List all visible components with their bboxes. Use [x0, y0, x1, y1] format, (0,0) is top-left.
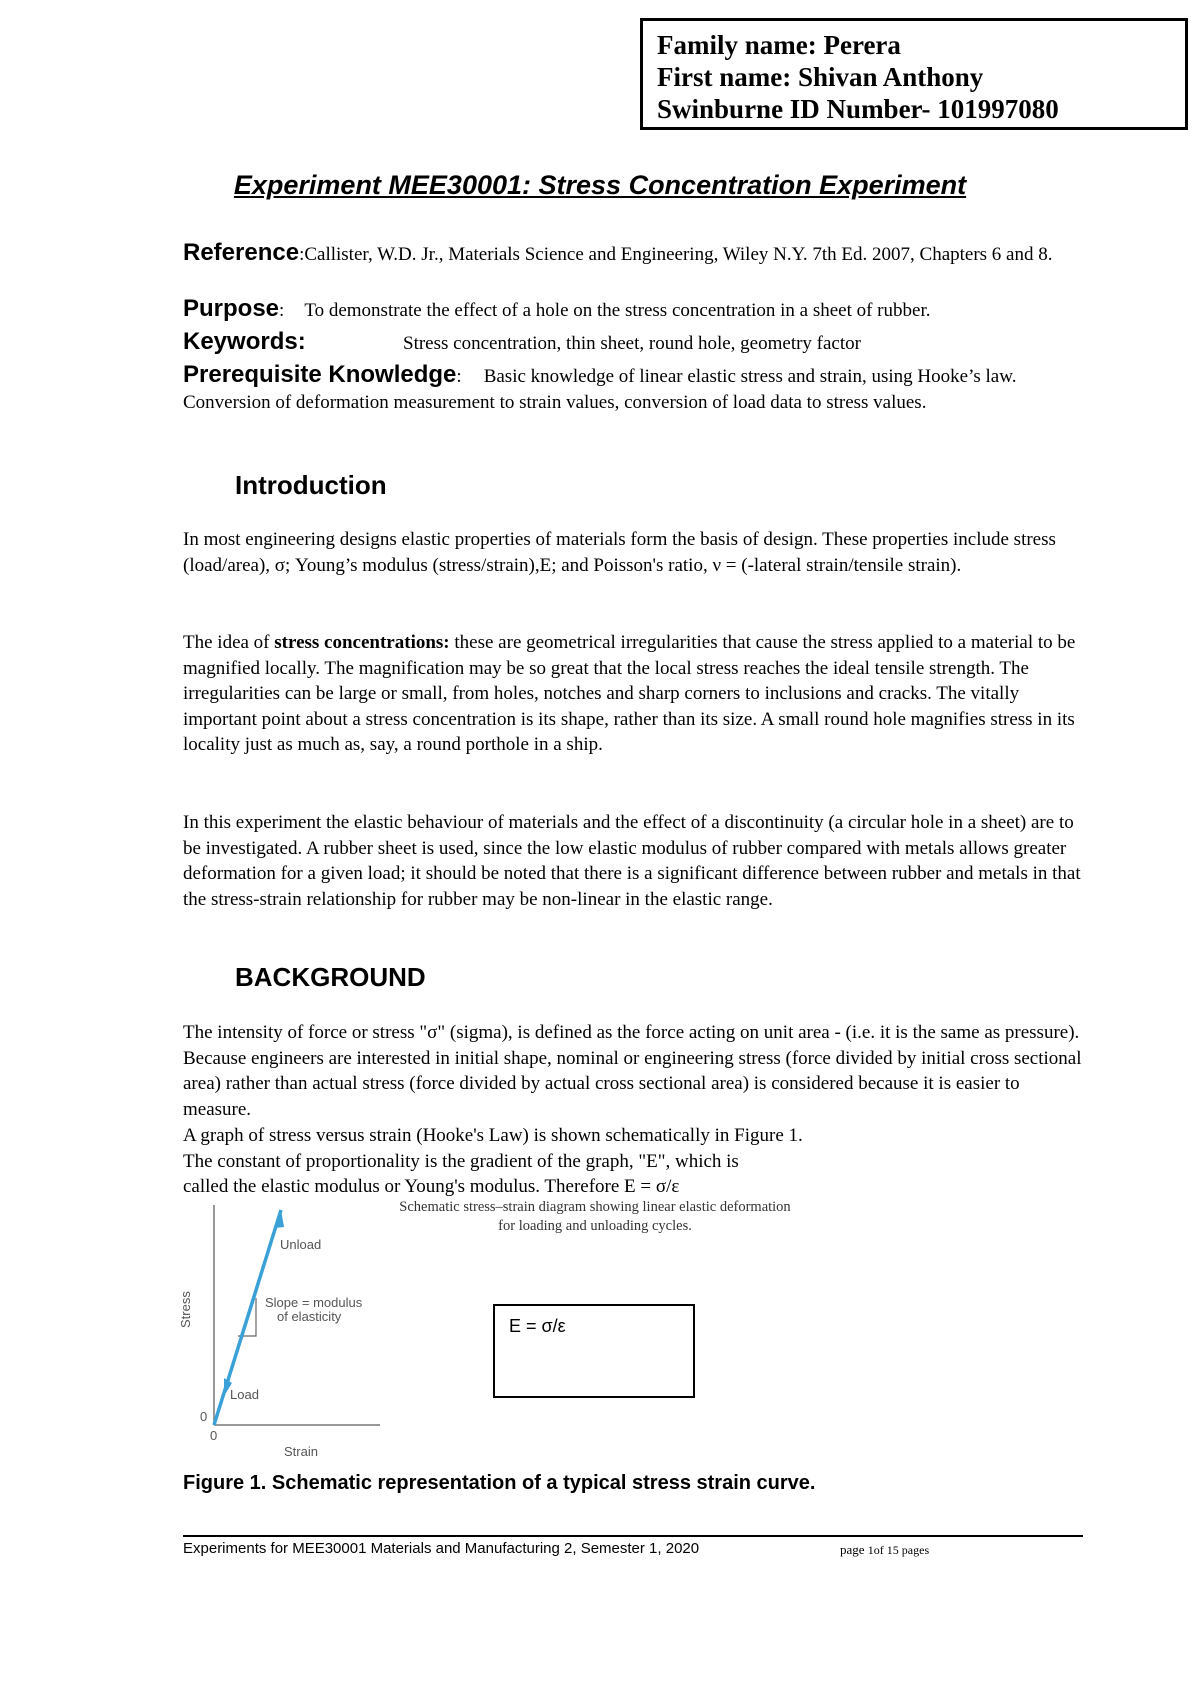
document-title: Experiment MEE30001: Stress Concentration Experiment — [233, 170, 967, 200]
intro-paragraph-3: In this experiment the elastic behaviour of materials and the effect of a discontinuity (a circular hole in a sheet) are to be investigated. A rubber sheet is used, since the low elastic modulus of rubber compared with metals allows greater deformation for a given load; it should be noted that there is a significant difference between rubber and metals in that the stress-strain relationship for rubber may be non-linear in the elastic range. — [183, 812, 1081, 910]
figure-caption: Figure 1. Schematic representation of a typical stress strain curve. — [183, 1472, 816, 1494]
footer-page-count: 1of 15 pages — [867, 1543, 930, 1557]
footer-rule — [183, 1535, 1083, 1537]
keywords-label: Keywords: — [183, 328, 306, 355]
keywords-block — [183, 329, 1083, 357]
stress-strain-diagram — [180, 1200, 400, 1460]
reference-label: Reference — [183, 239, 300, 266]
prerequisite-block — [183, 362, 1083, 416]
footer-page-number — [840, 1542, 929, 1558]
background-paragraph-4: called the elastic modulus or Young's modulus. Therefore E = σ/ε — [183, 1176, 680, 1197]
intro-p2-rest: these are geometrical irregularities that cause the stress applied to a material to be magnified locally. The magnification may be so great that the local stress reaches the ideal tensile strength. The irregularities can be large or small, from holes, notches and sharp corners to inclusions and cracks. The vitally important point about a stress concentration is its shape, rather than its size. A small round hole magnifies stress in its locality just as much as, say, a round porthole in a ship. — [183, 632, 1076, 755]
load-label: Load — [230, 1387, 259, 1402]
intro-p2-bold: stress concentrations: — [274, 632, 450, 653]
introduction-heading: Introduction — [235, 470, 387, 500]
background-paragraph-1: The intensity of force or stress "σ" (sigma), is defined as the force acting on unit area - (i.e. it is the same as pressure). Because engineers are interested in initial shape, nominal or engineering stress (force divided by initial cross sectional area) rather than actual stress (force divided by actual cross sectional area) is considered because it is easier to measure. — [183, 1022, 1082, 1120]
background-paragraph-2: A graph of stress versus strain (Hooke's Law) is shown schematically in Figure 1. — [183, 1125, 803, 1146]
footer-page-word: page — [840, 1542, 865, 1557]
purpose-label: Purpose — [183, 295, 280, 322]
background-heading: BACKGROUND — [235, 962, 426, 992]
prerequisite-colon: : — [456, 366, 462, 387]
slope-label-line-2: of elasticity — [277, 1309, 342, 1324]
intro-paragraph-2 — [183, 630, 1083, 758]
strain-axis-label: Strain — [284, 1444, 318, 1459]
strain-origin-label: 0 — [210, 1428, 218, 1443]
purpose-colon: : — [279, 300, 285, 321]
stress-axis-label: Stress — [178, 1291, 193, 1328]
prerequisite-label: Prerequisite Knowledge — [183, 361, 457, 388]
background-paragraph-3: The constant of proportionality is the gradient of the graph, "E", which is — [183, 1151, 739, 1172]
slope-label-line-1: Slope = modulus — [265, 1295, 363, 1310]
reference-text: Callister, W.D. Jr., Materials Science and Engineering, Wiley N.Y. 7th Ed. 2007, Chapters 6 and 8. — [304, 244, 1053, 265]
equation-text: E = σ/ε — [509, 1316, 566, 1336]
prerequisite-text: Basic knowledge of linear elastic stress and strain, using Hooke’s law. Conversion of deformation measurement to strain values, conversion of load data to stress values. — [183, 366, 1017, 413]
equation-box — [493, 1304, 695, 1398]
intro-paragraph-1: In most engineering designs elastic properties of materials form the basis of design. These properties include stress (load/area), σ; Young’s modulus (stress/strain),E; and Poisson's ratio, ν = (-lateral strain/tensile strain). — [183, 529, 1056, 576]
diagram-title: Schematic stress–strain diagram showing linear elastic deformation for loading and unloading cycles. — [399, 1199, 791, 1234]
keywords-text: Stress concentration, thin sheet, round hole, geometry factor — [403, 333, 861, 354]
stress-origin-label: 0 — [200, 1409, 208, 1424]
intro-p2-prefix: The idea of — [183, 632, 275, 653]
reference-colon: : — [299, 244, 305, 265]
unload-label: Unload — [280, 1237, 322, 1252]
purpose-text: To demonstrate the effect of a hole on the stress concentration in a sheet of rubber. — [304, 300, 931, 321]
student-id-box — [640, 18, 1188, 130]
family-name: Family name: Perera — [657, 30, 901, 60]
first-name: First name: Shivan Anthony — [657, 62, 984, 92]
id-number: Swinburne ID Number- 101997080 — [657, 94, 1059, 124]
footer-course-text: Experiments for MEE30001 Materials and Manufacturing 2, Semester 1, 2020 — [183, 1540, 700, 1557]
purpose-block — [183, 296, 1083, 324]
reference-block — [183, 240, 1083, 268]
